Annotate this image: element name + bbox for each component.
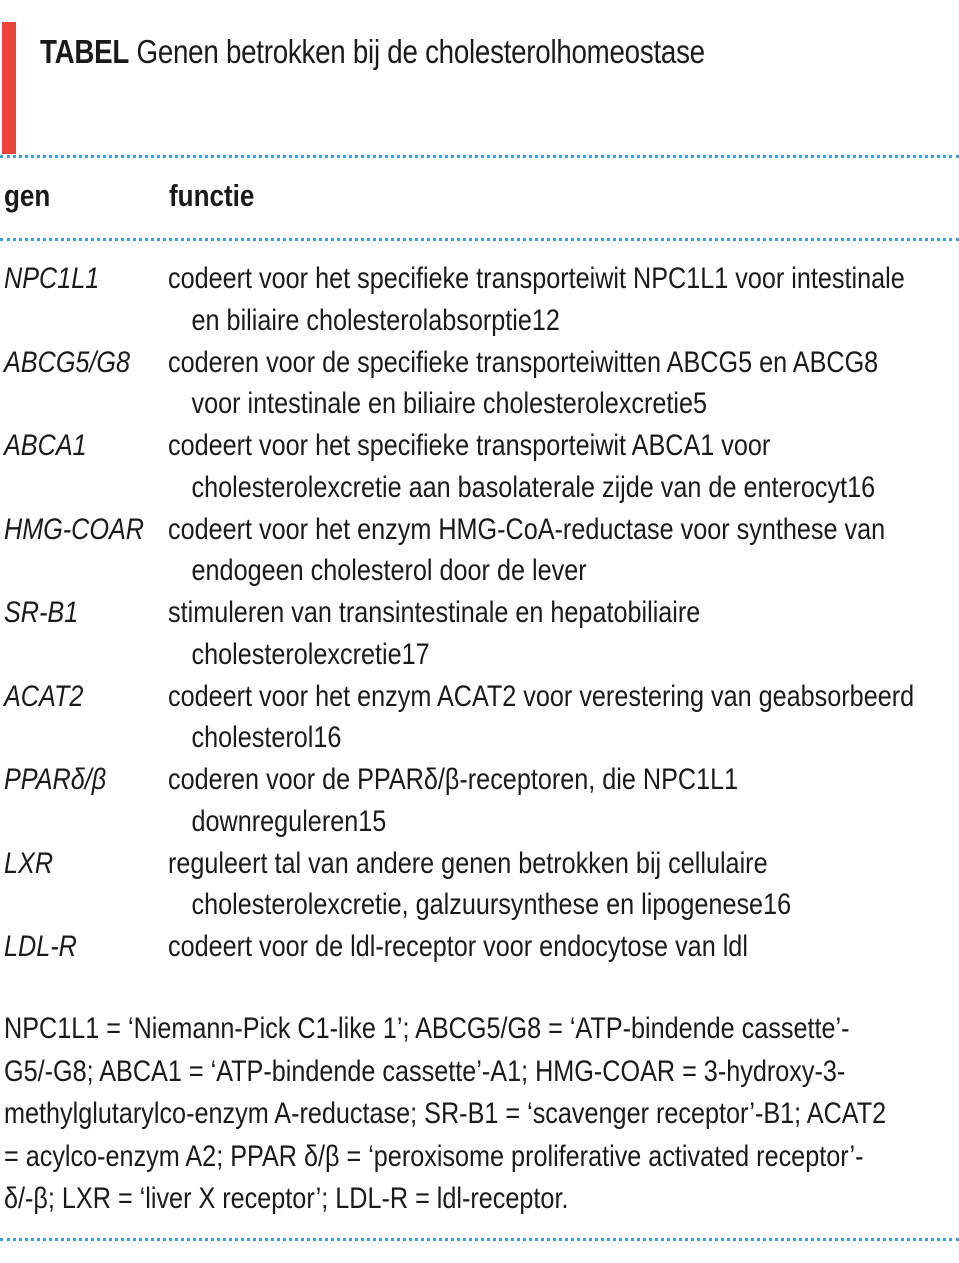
column-header-functie: functie [169, 178, 255, 213]
footnote-line: = acylco-enzym A2; PPAR δ/β = ‘peroxisome proliferative activated receptor’- [4, 1139, 864, 1173]
table-row [0, 676, 959, 760]
gene-name: ABCA1 [4, 429, 87, 462]
gene-function-line1: stimuleren van transintestinale en hepatobiliaire [168, 596, 701, 629]
table-row [0, 843, 959, 927]
gene-name: PPARδ/β [4, 763, 107, 796]
table-title [40, 30, 705, 74]
table-row [0, 425, 959, 509]
gene-function-line2: en biliaire cholesterolabsorptie12 [191, 303, 560, 337]
gene-function-line1: coderen voor de specifieke transporteiwitten ABCG5 en ABCG8 [168, 345, 879, 379]
table-row [0, 759, 959, 843]
gene-function-line2: endogeen cholesterol door de lever [191, 554, 587, 587]
gene-function-line2: cholesterolexcretie17 [191, 637, 430, 671]
footnote-line: δ/-β; LXR = ‘liver X receptor’; LDL-R = ldl-receptor. [4, 1182, 569, 1215]
gene-function-line2: cholesterolexcretie aan basolaterale zijde van de enterocyt16 [191, 470, 876, 504]
gene-function-line1: reguleert tal van andere genen betrokken bij cellulaire [168, 846, 768, 880]
gene-function [168, 759, 738, 842]
footnote-line: methylglutarylco-enzym A-reductase; SR-B1 = ‘scavenger receptor’-B1; ACAT2 [4, 1097, 887, 1130]
gene-function [168, 676, 914, 759]
gene-function [168, 843, 791, 926]
gene-function [168, 926, 748, 968]
table-row [0, 592, 959, 676]
column-header-gen: gen [4, 178, 51, 213]
gene-function-line2: voor intestinale en biliaire cholesterolexcretie5 [191, 387, 708, 420]
gene-function [168, 342, 878, 425]
gene-function-line1: codeert voor het enzym HMG-CoA-reductase voor synthese van [168, 512, 886, 546]
gene-function-line2: downreguleren15 [191, 804, 387, 838]
gene-name: NPC1L1 [4, 262, 100, 295]
gene-function-line1: codeert voor het specifieke transporteiwit NPC1L1 voor intestinale [168, 262, 905, 295]
gene-function-line1: coderen voor de PPARδ/β-receptoren, die NPC1L1 [168, 763, 739, 796]
gene-function [168, 509, 885, 592]
gene-function [168, 425, 875, 508]
accent-bar [2, 22, 16, 154]
table-footnote [4, 1008, 886, 1221]
divider-top [0, 155, 959, 158]
table-title-label: TABEL [40, 33, 130, 70]
divider-bottom [0, 1238, 959, 1241]
footnote-line: NPC1L1 = ‘Niemann-Pick C1-like 1’; ABCG5/G8 = ‘ATP-bindende cassette’- [4, 1012, 850, 1045]
gene-function-line2: cholesterol16 [191, 721, 342, 754]
gene-function [168, 258, 905, 341]
gene-function-line1: codeert voor het specifieke transporteiwit ABCA1 voor [168, 429, 771, 462]
table-title-text: Genen betrokken bij de cholesterolhomeostase [136, 33, 705, 70]
gene-name: ACAT2 [4, 679, 84, 713]
table-body [0, 258, 959, 968]
table-row [0, 509, 959, 593]
divider-header [0, 238, 959, 241]
footnote-line: G5/-G8; ABCA1 = ‘ATP-bindende cassette’-A1; HMG-COAR = 3-hydroxy-3- [4, 1054, 846, 1088]
gene-name: SR-B1 [4, 596, 79, 629]
gene-name: HMG-COAR [4, 512, 144, 546]
gene-name: LXR [4, 846, 54, 880]
gene-function-line1: codeert voor het enzym ACAT2 voor verestering van geabsorbeerd [168, 679, 915, 713]
gene-name: ABCG5/G8 [4, 345, 131, 379]
table-row [0, 926, 959, 968]
table-row [0, 342, 959, 426]
gene-function [168, 592, 700, 675]
gene-name: LDL-R [4, 930, 77, 963]
gene-function-line2: cholesterolexcretie, galzuursynthese en lipogenese16 [191, 888, 792, 921]
table-row [0, 258, 959, 342]
gene-function-line1: codeert voor de ldl-receptor voor endocytose van ldl [168, 930, 748, 963]
